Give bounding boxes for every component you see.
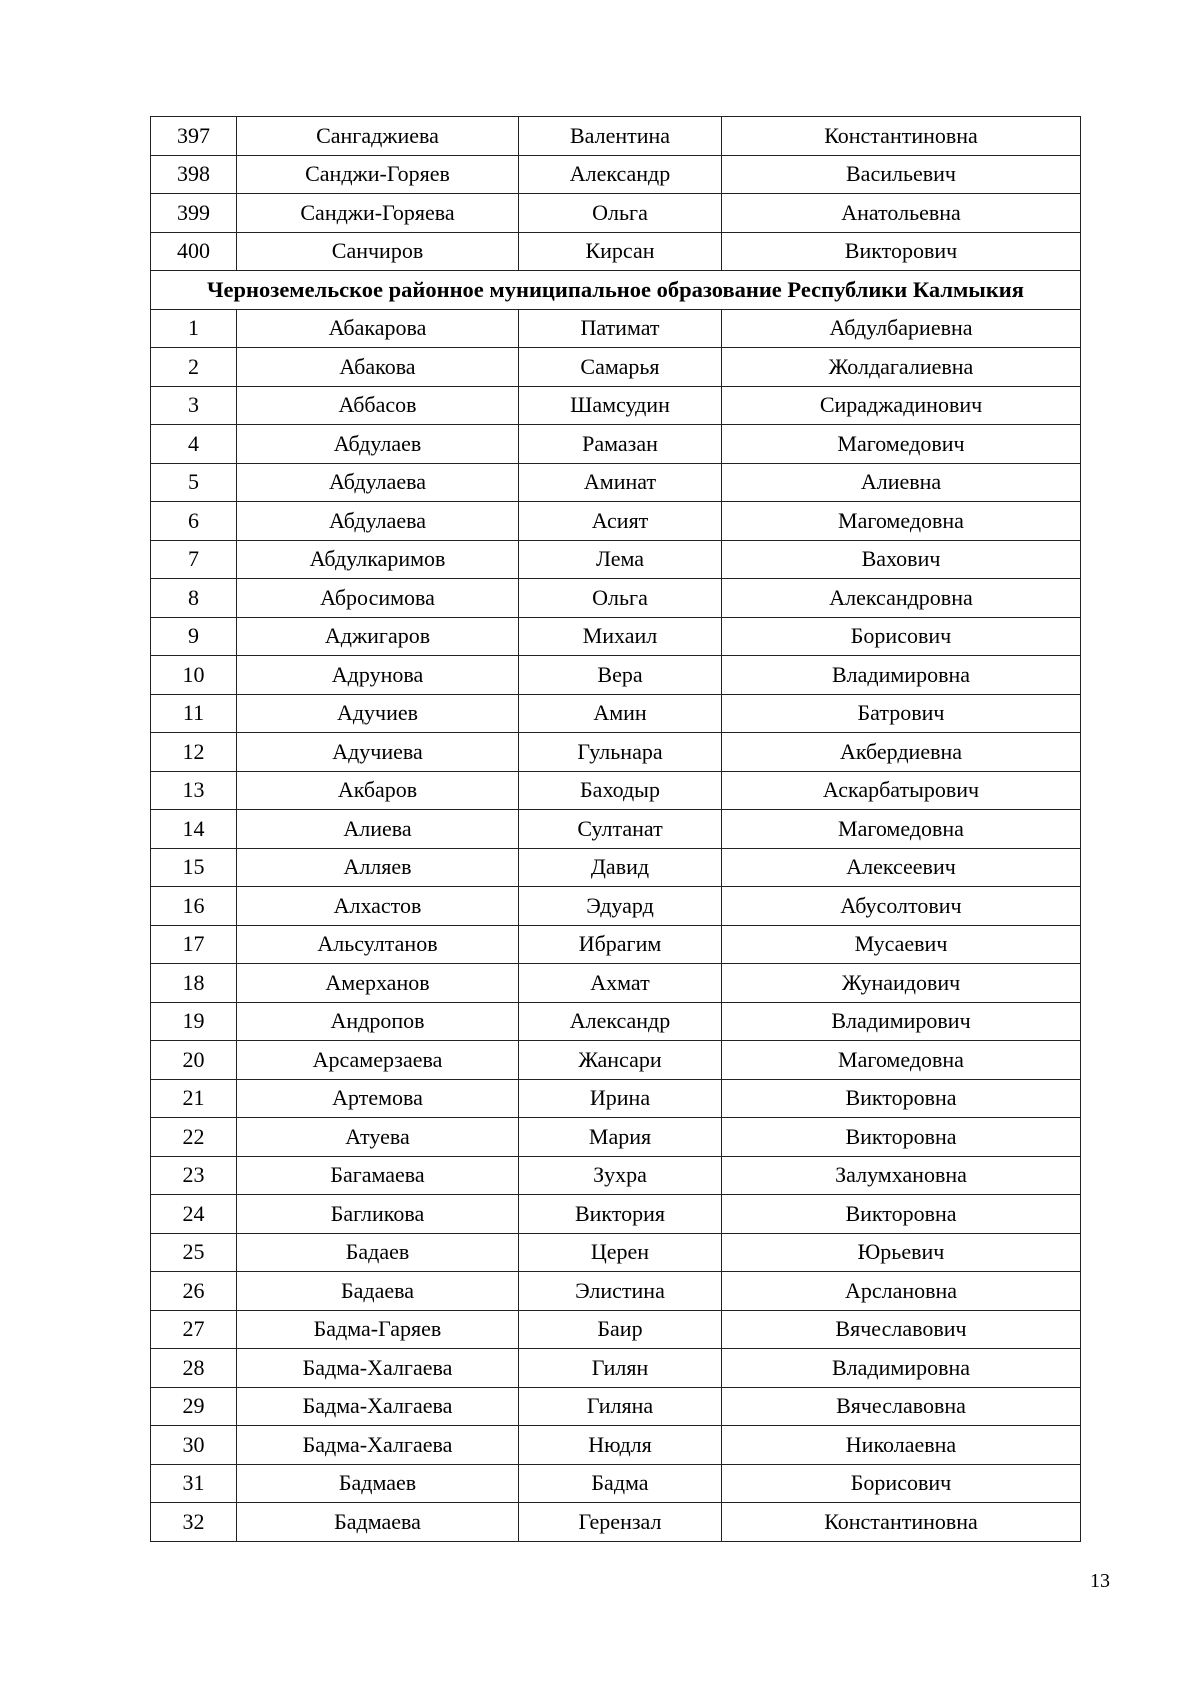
table-row [151,1272,1081,1311]
last-name-cell: Акбаров [237,771,519,810]
patronymic-cell: Абдулбариевна [722,309,1081,348]
last-name-cell: Абдулаева [237,463,519,502]
patronymic-cell: Викторовна [722,1118,1081,1157]
row-number-cell: 10 [151,656,237,695]
first-name-cell: Валентина [519,117,722,156]
patronymic-cell: Жолдагалиевна [722,348,1081,387]
table-row [151,771,1081,810]
first-name-cell: Асият [519,502,722,541]
row-number-cell: 2 [151,348,237,387]
table-row [151,348,1081,387]
table-row [151,463,1081,502]
table-row [151,1387,1081,1426]
row-number-cell: 30 [151,1426,237,1465]
table-row [151,694,1081,733]
first-name-cell: Баходыр [519,771,722,810]
table-row [151,232,1081,271]
patronymic-cell: Анатольевна [722,194,1081,233]
row-number-cell: 12 [151,733,237,772]
patronymic-cell: Владимирович [722,1002,1081,1041]
roster-table [150,116,1081,1542]
last-name-cell: Арсамерзаева [237,1041,519,1080]
last-name-cell: Бадаев [237,1233,519,1272]
patronymic-cell: Магомедовна [722,810,1081,849]
row-number-cell: 15 [151,848,237,887]
table-row [151,1079,1081,1118]
first-name-cell: Александр [519,155,722,194]
table-row [151,848,1081,887]
last-name-cell: Багамаева [237,1156,519,1195]
last-name-cell: Алхастов [237,887,519,926]
row-number-cell: 13 [151,771,237,810]
patronymic-cell: Батрович [722,694,1081,733]
table-row [151,1041,1081,1080]
last-name-cell: Санджи-Горяев [237,155,519,194]
patronymic-cell: Алексеевич [722,848,1081,887]
first-name-cell: Ибрагим [519,925,722,964]
last-name-cell: Бадма-Гаряев [237,1310,519,1349]
last-name-cell: Абакарова [237,309,519,348]
last-name-cell: Аджигаров [237,617,519,656]
first-name-cell: Гилян [519,1349,722,1388]
row-number-cell: 24 [151,1195,237,1234]
last-name-cell: Бадаева [237,1272,519,1311]
row-number-cell: 26 [151,1272,237,1311]
row-number-cell: 25 [151,1233,237,1272]
last-name-cell: Алляев [237,848,519,887]
patronymic-cell: Викторович [722,232,1081,271]
last-name-cell: Альсултанов [237,925,519,964]
section-title: Черноземельское районное муниципальное образование Республики Калмыкия [151,271,1081,310]
first-name-cell: Аминат [519,463,722,502]
last-name-cell: Абакова [237,348,519,387]
table-row [151,117,1081,156]
first-name-cell: Жансари [519,1041,722,1080]
first-name-cell: Лема [519,540,722,579]
table-row [151,425,1081,464]
first-name-cell: Вера [519,656,722,695]
row-number-cell: 398 [151,155,237,194]
row-number-cell: 4 [151,425,237,464]
table-row [151,1118,1081,1157]
first-name-cell: Ахмат [519,964,722,1003]
first-name-cell: Ирина [519,1079,722,1118]
first-name-cell: Виктория [519,1195,722,1234]
patronymic-cell: Аскарбатырович [722,771,1081,810]
row-number-cell: 16 [151,887,237,926]
patronymic-cell: Вячеславовна [722,1387,1081,1426]
patronymic-cell: Магомедович [722,425,1081,464]
table-row [151,579,1081,618]
row-number-cell: 397 [151,117,237,156]
first-name-cell: Нюдля [519,1426,722,1465]
last-name-cell: Артемова [237,1079,519,1118]
patronymic-cell: Залумхановна [722,1156,1081,1195]
table-row [151,617,1081,656]
table-row [151,733,1081,772]
table-row [151,1156,1081,1195]
row-number-cell: 400 [151,232,237,271]
last-name-cell: Аббасов [237,386,519,425]
table-row [151,1349,1081,1388]
row-number-cell: 3 [151,386,237,425]
last-name-cell: Атуева [237,1118,519,1157]
table-row [151,155,1081,194]
patronymic-cell: Мусаевич [722,925,1081,964]
last-name-cell: Санчиров [237,232,519,271]
patronymic-cell: Сираджадинович [722,386,1081,425]
last-name-cell: Бадма-Халгаева [237,1426,519,1465]
table-row [151,194,1081,233]
row-number-cell: 17 [151,925,237,964]
first-name-cell: Элистина [519,1272,722,1311]
row-number-cell: 399 [151,194,237,233]
patronymic-cell: Владимировна [722,656,1081,695]
first-name-cell: Патимат [519,309,722,348]
first-name-cell: Кирсан [519,232,722,271]
first-name-cell: Давид [519,848,722,887]
table-row [151,386,1081,425]
row-number-cell: 8 [151,579,237,618]
patronymic-cell: Абусолтович [722,887,1081,926]
last-name-cell: Багликова [237,1195,519,1234]
first-name-cell: Рамазан [519,425,722,464]
row-number-cell: 19 [151,1002,237,1041]
table-row [151,1002,1081,1041]
table-row [151,540,1081,579]
table-row [151,1310,1081,1349]
row-number-cell: 11 [151,694,237,733]
table-row [151,502,1081,541]
first-name-cell: Гульнара [519,733,722,772]
table-row [151,309,1081,348]
first-name-cell: Гиляна [519,1387,722,1426]
table-row [151,1195,1081,1234]
patronymic-cell: Васильевич [722,155,1081,194]
first-name-cell: Александр [519,1002,722,1041]
patronymic-cell: Константиновна [722,1503,1081,1542]
row-number-cell: 1 [151,309,237,348]
first-name-cell: Зухра [519,1156,722,1195]
patronymic-cell: Жунаидович [722,964,1081,1003]
row-number-cell: 9 [151,617,237,656]
first-name-cell: Михаил [519,617,722,656]
first-name-cell: Ольга [519,194,722,233]
page-number: 13 [1090,1570,1110,1592]
first-name-cell: Бадма [519,1464,722,1503]
row-number-cell: 18 [151,964,237,1003]
table-row [151,810,1081,849]
row-number-cell: 21 [151,1079,237,1118]
row-number-cell: 29 [151,1387,237,1426]
last-name-cell: Санджи-Горяева [237,194,519,233]
table-row [151,925,1081,964]
table-row [151,1426,1081,1465]
patronymic-cell: Константиновна [722,117,1081,156]
section-header-row [151,271,1081,310]
row-number-cell: 31 [151,1464,237,1503]
last-name-cell: Бадма-Халгаева [237,1387,519,1426]
last-name-cell: Сангаджиева [237,117,519,156]
patronymic-cell: Николаевна [722,1426,1081,1465]
row-number-cell: 6 [151,502,237,541]
last-name-cell: Бадма-Халгаева [237,1349,519,1388]
row-number-cell: 7 [151,540,237,579]
roster-table-body [151,117,1081,1542]
row-number-cell: 20 [151,1041,237,1080]
last-name-cell: Алиева [237,810,519,849]
row-number-cell: 32 [151,1503,237,1542]
row-number-cell: 28 [151,1349,237,1388]
patronymic-cell: Борисович [722,1464,1081,1503]
patronymic-cell: Магомедовна [722,502,1081,541]
last-name-cell: Абдулаев [237,425,519,464]
row-number-cell: 27 [151,1310,237,1349]
table-row [151,964,1081,1003]
row-number-cell: 22 [151,1118,237,1157]
first-name-cell: Церен [519,1233,722,1272]
last-name-cell: Бадмаева [237,1503,519,1542]
first-name-cell: Эдуард [519,887,722,926]
last-name-cell: Андропов [237,1002,519,1041]
last-name-cell: Амерханов [237,964,519,1003]
last-name-cell: Адрунова [237,656,519,695]
first-name-cell: Самарья [519,348,722,387]
first-name-cell: Баир [519,1310,722,1349]
table-row [151,1503,1081,1542]
patronymic-cell: Борисович [722,617,1081,656]
table-row [151,656,1081,695]
table-row [151,1233,1081,1272]
last-name-cell: Абросимова [237,579,519,618]
patronymic-cell: Вячеславович [722,1310,1081,1349]
patronymic-cell: Акбердиевна [722,733,1081,772]
first-name-cell: Герензал [519,1503,722,1542]
first-name-cell: Амин [519,694,722,733]
patronymic-cell: Викторовна [722,1195,1081,1234]
patronymic-cell: Викторовна [722,1079,1081,1118]
last-name-cell: Абдулаева [237,502,519,541]
patronymic-cell: Александровна [722,579,1081,618]
last-name-cell: Абдулкаримов [237,540,519,579]
row-number-cell: 14 [151,810,237,849]
row-number-cell: 5 [151,463,237,502]
table-row [151,887,1081,926]
first-name-cell: Мария [519,1118,722,1157]
first-name-cell: Султанат [519,810,722,849]
patronymic-cell: Вахович [722,540,1081,579]
last-name-cell: Адучиев [237,694,519,733]
patronymic-cell: Арслановна [722,1272,1081,1311]
patronymic-cell: Алиевна [722,463,1081,502]
first-name-cell: Ольга [519,579,722,618]
patronymic-cell: Юрьевич [722,1233,1081,1272]
table-row [151,1464,1081,1503]
patronymic-cell: Магомедовна [722,1041,1081,1080]
last-name-cell: Бадмаев [237,1464,519,1503]
row-number-cell: 23 [151,1156,237,1195]
first-name-cell: Шамсудин [519,386,722,425]
patronymic-cell: Владимировна [722,1349,1081,1388]
last-name-cell: Адучиева [237,733,519,772]
